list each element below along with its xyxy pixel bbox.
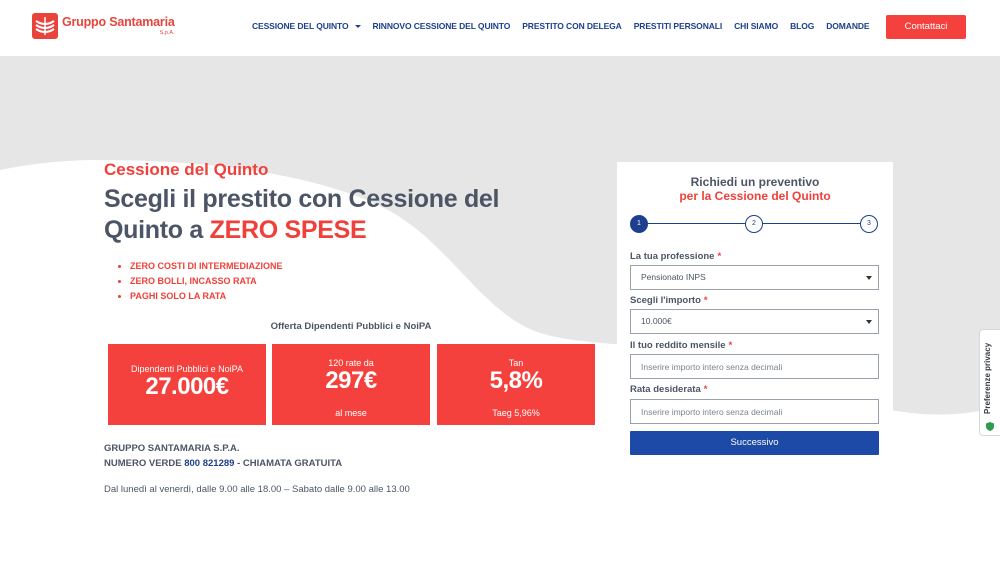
logo-mark-icon	[32, 13, 58, 39]
brand-suffix: S.p.A.	[159, 29, 175, 36]
phone-suffix: - CHIAMATA GRATUITA	[237, 458, 343, 469]
brand-name: Gruppo Santamaria	[62, 15, 175, 29]
step-1: 1	[630, 215, 648, 233]
installment-label	[630, 384, 707, 395]
card-big-value: 297€	[325, 367, 377, 394]
required-mark: *	[728, 340, 733, 351]
hero-headline	[104, 184, 574, 246]
offer-cards	[108, 344, 596, 425]
site-header	[0, 0, 1000, 56]
nav-item-rinnovo[interactable]: RINNOVO CESSIONE DEL QUINTO	[372, 21, 511, 31]
quote-form	[617, 162, 893, 484]
income-label	[630, 340, 732, 351]
required-mark: *	[703, 384, 708, 395]
form-subtitle: per la Cessione del Quinto	[679, 189, 831, 203]
step-3: 3	[860, 215, 878, 233]
shield-icon	[986, 422, 994, 431]
profession-label	[630, 251, 721, 262]
headline-text: Scegli il prestito con Cessione del Quinto a	[104, 185, 500, 244]
privacy-preferences-tab[interactable]	[979, 329, 1000, 436]
installment-input[interactable]	[630, 399, 879, 424]
form-steps	[630, 215, 880, 233]
offer-card-amount	[108, 344, 266, 425]
profession-select[interactable]	[630, 265, 879, 290]
amount-label	[630, 295, 708, 306]
offer-title: Offerta Dipendenti Pubblici e NoiPA	[270, 321, 432, 332]
nav-item-prestiti-personali[interactable]: PRESTITI PERSONALI	[633, 21, 723, 31]
list-item: PAGHI SOLO LA RATA	[116, 289, 283, 304]
main-nav	[252, 21, 881, 31]
card-bottom-text: Taeg 5,96%	[492, 408, 540, 418]
privacy-label: Preferenze privacy	[983, 342, 992, 414]
phone-line	[104, 456, 342, 471]
card-top-text: 120 rate da	[328, 358, 374, 368]
hero-kicker: Cessione del Quinto	[104, 160, 269, 179]
amount-label-text: Scegli l'importo	[630, 295, 701, 306]
nav-item-cessione-del-quinto[interactable]	[252, 21, 361, 31]
company-info	[104, 441, 342, 471]
amount-select[interactable]	[630, 309, 879, 334]
step-2: 2	[745, 215, 763, 233]
card-top-text: Tan	[508, 358, 524, 368]
nav-item-prestito-delega[interactable]: PRESTITO CON DELEGA	[522, 21, 622, 31]
card-big-value: 27.000€	[145, 373, 229, 400]
offer-card-tan	[437, 344, 595, 425]
card-top-text: Dipendenti Pubblici e NoiPA	[131, 364, 243, 374]
amount-value: 10.000€	[641, 316, 672, 326]
income-input[interactable]	[630, 354, 879, 379]
caret-down-icon	[866, 276, 872, 280]
income-label-text: Il tuo reddito mensile	[630, 340, 726, 351]
chevron-down-icon	[355, 25, 361, 28]
list-item: ZERO COSTI DI INTERMEDIAZIONE	[116, 259, 283, 274]
company-name: GRUPPO SANTAMARIA S.P.A.	[104, 443, 240, 454]
nav-item-domande[interactable]: DOMANDE	[826, 21, 870, 31]
card-big-value: 5,8%	[489, 367, 543, 394]
contact-button[interactable]: Contattaci	[886, 15, 966, 39]
caret-down-icon	[866, 320, 872, 324]
phone-prefix: NUMERO VERDE	[104, 458, 182, 469]
list-item: ZERO BOLLI, INCASSO RATA	[116, 274, 283, 289]
card-bottom-text: al mese	[335, 408, 367, 418]
nav-item-label: CESSIONE DEL QUINTO	[252, 21, 349, 31]
nav-item-blog[interactable]: BLOG	[790, 21, 815, 31]
profession-value: Pensionato INPS	[641, 272, 706, 282]
benefit-list	[116, 259, 283, 304]
profession-label-text: La tua professione	[630, 251, 715, 262]
required-mark: *	[703, 295, 708, 306]
opening-hours: Dal lunedì al venerdì, dalle 9.00 alle 18.00 – Sabato dalle 9.00 alle 13.00	[104, 484, 410, 495]
installment-label-text: Rata desiderata	[630, 384, 701, 395]
nav-item-chi-siamo[interactable]: CHI SIAMO	[734, 21, 779, 31]
brand-logo[interactable]	[32, 13, 175, 39]
phone-number-link[interactable]: 800 821289	[184, 458, 235, 469]
next-button[interactable]: Successivo	[630, 431, 879, 455]
required-mark: *	[717, 251, 722, 262]
headline-accent: ZERO SPESE	[209, 216, 367, 244]
form-title: Richiedi un preventivo	[690, 175, 820, 189]
offer-card-rate	[272, 344, 430, 425]
